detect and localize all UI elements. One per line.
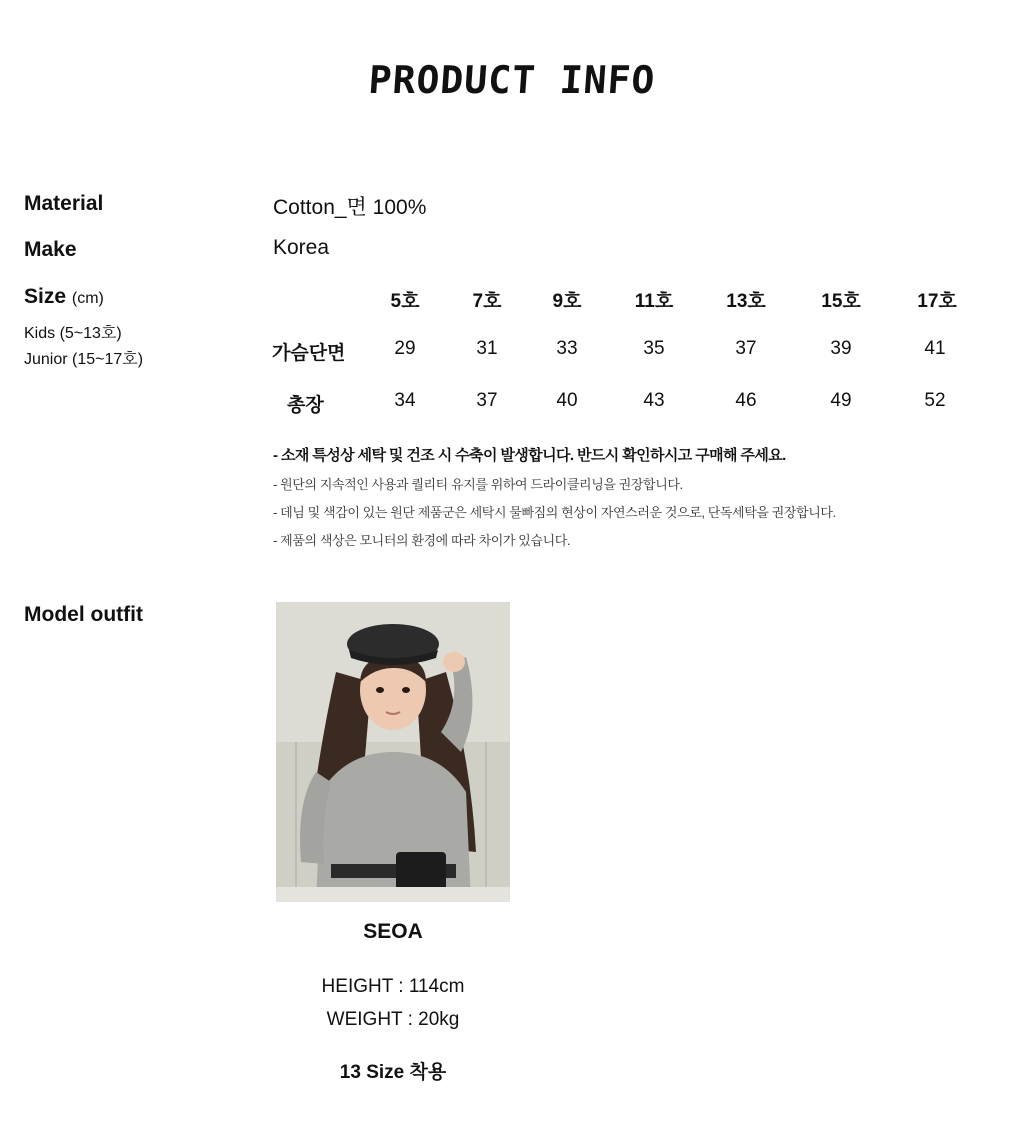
size-label-group xyxy=(24,285,104,309)
size-unit: (cm) xyxy=(71,290,104,307)
size-cell: 40 xyxy=(556,390,578,411)
care-note: - 데님 및 색감이 있는 원단 제품군은 세탁시 물빠짐의 현상이 자연스러운 것으로, 단독세탁을 권장합니다. xyxy=(273,505,836,520)
model-outfit-label: Model outfit xyxy=(24,603,143,626)
size-column-header: 9호 xyxy=(552,291,582,312)
size-label: Size xyxy=(24,285,67,308)
size-cell: 34 xyxy=(394,390,416,411)
size-column-header: 17호 xyxy=(917,291,957,312)
size-column-header: 11호 xyxy=(634,291,674,312)
size-cell: 43 xyxy=(643,390,665,411)
model-name: SEOA xyxy=(363,920,423,943)
size-cell: 31 xyxy=(476,338,498,359)
size-cell: 37 xyxy=(735,338,757,359)
care-note: - 제품의 색상은 모니터의 환경에 따라 차이가 있습니다. xyxy=(273,533,571,548)
size-cell: 46 xyxy=(735,390,757,411)
size-cell: 33 xyxy=(556,338,578,359)
material-value: Cotton_면 100% xyxy=(273,196,427,219)
page-title: PRODUCT INFO xyxy=(367,58,657,102)
size-column-header: 15호 xyxy=(821,291,861,312)
size-column-header: 5호 xyxy=(390,291,420,312)
size-cell: 35 xyxy=(643,338,665,359)
model-weight: WEIGHT : 20kg xyxy=(326,1009,460,1030)
care-notes xyxy=(273,444,973,558)
model-size-worn: 13 Size 착용 xyxy=(339,1062,447,1083)
model-height: HEIGHT : 114cm xyxy=(321,976,465,997)
care-note-main: - 소재 특성상 세탁 및 건조 시 수축이 발생합니다. 반드시 확인하시고 구매해 주세요. xyxy=(273,447,786,464)
size-cell: 41 xyxy=(924,338,946,359)
size-cell: 37 xyxy=(476,390,498,411)
size-junior-range: Junior (15~17호) xyxy=(24,351,144,368)
make-label: Make xyxy=(24,238,77,261)
size-cell: 39 xyxy=(830,338,852,359)
size-column-header: 13호 xyxy=(726,291,766,312)
care-note: - 원단의 지속적인 사용과 퀄리티 유지를 위하여 드라이클리닝을 권장합니다. xyxy=(273,477,683,492)
size-cell: 49 xyxy=(830,390,852,411)
size-column-header: 7호 xyxy=(472,291,502,312)
make-value: Korea xyxy=(273,236,330,259)
size-row-label: 총장 xyxy=(287,395,324,416)
size-kids-range: Kids (5~13호) xyxy=(24,325,122,342)
size-row-label: 가슴단면 xyxy=(272,343,346,364)
size-cell: 29 xyxy=(394,338,416,359)
material-label: Material xyxy=(24,192,104,215)
model-photo xyxy=(276,602,510,902)
size-cell: 52 xyxy=(924,390,946,411)
